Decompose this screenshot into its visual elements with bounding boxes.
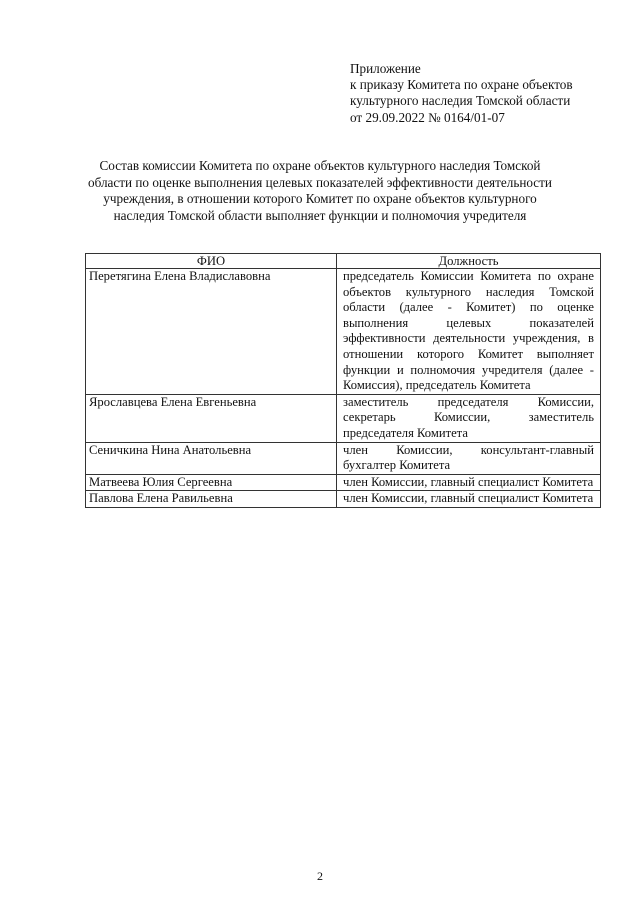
page-number: 2 bbox=[317, 869, 323, 883]
member-position-text: член Комиссии, главный специалист Комитета bbox=[343, 474, 594, 489]
member-name: Перетягина Елена Владиславовна bbox=[86, 269, 337, 395]
header-position: Должность bbox=[337, 254, 601, 269]
member-name: Сеничкина Нина Анатольевна bbox=[86, 442, 337, 474]
member-position bbox=[337, 269, 601, 395]
member-position bbox=[337, 491, 601, 508]
appendix-order-line: к приказу Комитета по охране объектов bbox=[350, 77, 573, 93]
header-name: ФИО bbox=[86, 254, 337, 269]
member-position-text: член Комиссии, главный специалист Комитета bbox=[343, 491, 594, 506]
member-position bbox=[337, 442, 601, 474]
member-name: Ярославцева Елена Евгеньевна bbox=[86, 394, 337, 442]
member-position-text: член Комиссии, консультант-главный бухгалтер Комитета bbox=[343, 442, 594, 473]
table-row bbox=[86, 442, 601, 474]
table-row bbox=[86, 269, 601, 395]
table-row bbox=[86, 491, 601, 508]
table-header-row bbox=[86, 254, 601, 269]
table-row bbox=[86, 394, 601, 442]
member-position bbox=[337, 474, 601, 491]
member-position-text: заместитель председателя Комиссии, секретарь Комиссии, заместитель председателя Комитета bbox=[343, 394, 594, 440]
appendix-label: Приложение bbox=[350, 61, 421, 76]
member-name: Павлова Елена Равильевна bbox=[86, 491, 337, 508]
member-position-text: председатель Комиссии Комитета по охране объектов культурного наследия Томской области (далее - Комитет) по оценке выполнения целевых показателей эффективности деятельности учреждения, в отношении которого Комитет выполняет функции и полномочия учредителя (далее - Комиссия), председатель Комитета bbox=[343, 269, 594, 393]
document-title: Состав комиссии Комитета по охране объектов культурного наследия Томской области по оценке выполнения целевых показателей эффективности деятельности учреждения, в отношении которого Комитет по охране объектов культурного наследия Томской области выполняет функции и полномочия учредителя bbox=[88, 158, 552, 223]
member-name: Матвеева Юлия Сергеевна bbox=[86, 474, 337, 491]
appendix-header bbox=[350, 61, 610, 126]
member-position bbox=[337, 394, 601, 442]
appendix-committee-line: культурного наследия Томской области bbox=[350, 93, 571, 109]
commission-table bbox=[85, 253, 601, 508]
table-row bbox=[86, 474, 601, 491]
appendix-date-number: от 29.09.2022 № 0164/01-07 bbox=[350, 109, 505, 125]
